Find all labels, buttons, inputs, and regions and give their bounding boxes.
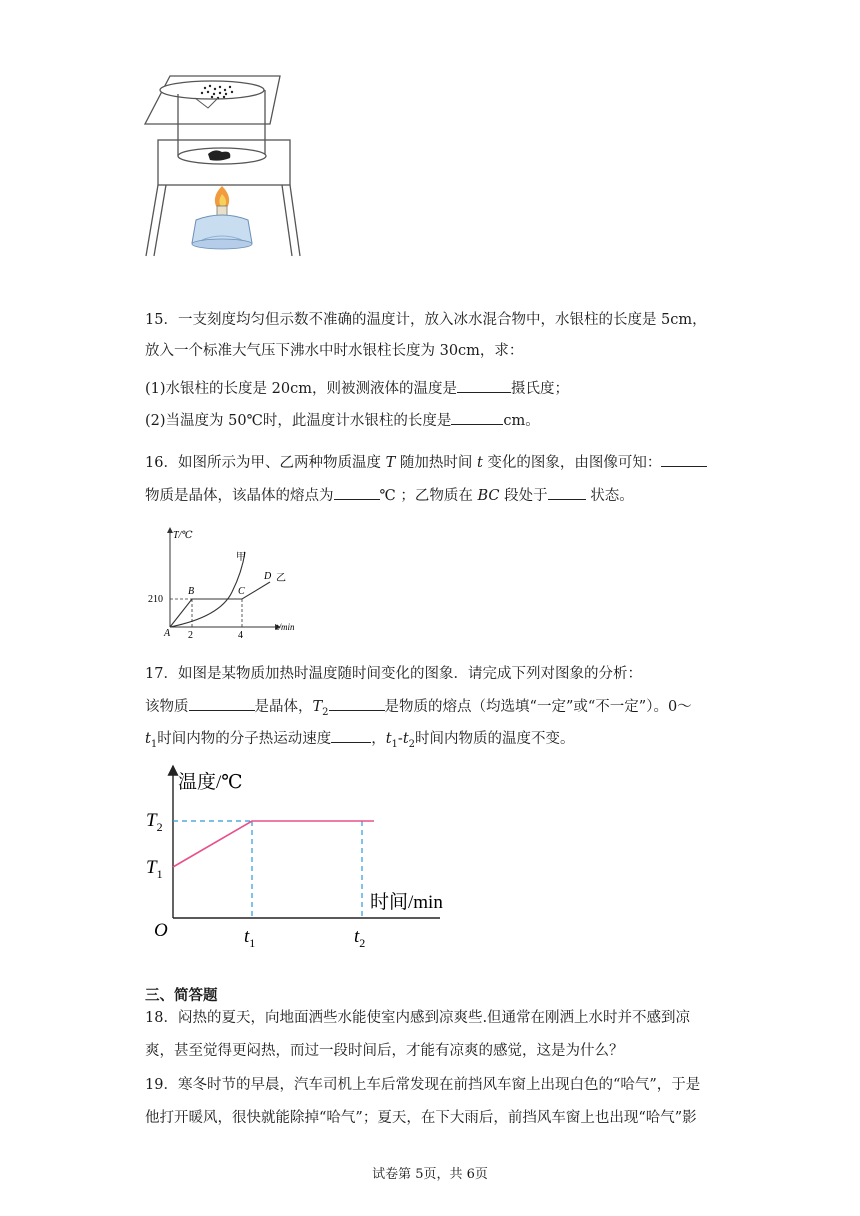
- q19-line-1: 19．寒冬时节的早晨，汽车司机上车后常发现在前挡风车窗上出现白色的“哈气”，于是: [145, 1077, 701, 1093]
- answer-blank[interactable]: [457, 378, 511, 393]
- subscript: 1: [391, 738, 398, 750]
- q15-sub2: [145, 410, 540, 431]
- q18-line-1: 18．闷热的夏天，向地面洒些水能使室内感到凉爽些.但通常在刚洒上水时并不感到凉: [145, 1010, 691, 1026]
- q17-x-tick-t2: $t_2$: [354, 926, 366, 950]
- var-t: t: [145, 731, 151, 747]
- q16-text: ℃ ；乙物质在: [379, 488, 478, 504]
- q17-chart: [140, 760, 470, 950]
- q17-line-2: [145, 696, 692, 723]
- answer-blank[interactable]: [189, 696, 255, 711]
- answer-blank[interactable]: [661, 452, 707, 467]
- q17-text: 时间内物的分子热运动速度: [157, 731, 332, 747]
- answer-blank[interactable]: [548, 485, 586, 500]
- q16-point-C: C: [238, 586, 245, 597]
- q16-text: 状态。: [585, 488, 634, 504]
- var-T: T: [385, 455, 396, 471]
- q16-x-tick-4: 4: [238, 630, 243, 640]
- q16-chart: [140, 522, 320, 640]
- q16-label-yi: 乙: [276, 573, 286, 584]
- q17-x-tick-t1: $t_1$: [244, 926, 256, 950]
- q17-text: 是物质的熔点（均选填“一定”或“不一定”）。0～: [384, 699, 692, 715]
- q16-y-label: T/℃: [173, 530, 193, 541]
- q16-point-D: D: [264, 571, 272, 582]
- q15-sub2-suffix: cm。: [503, 413, 540, 429]
- q17-text: ，: [371, 731, 386, 747]
- q15-sub2-prefix: (2)当温度为 50℃时，此温度计水银柱的长度是: [145, 413, 452, 429]
- q17-text: 时间内物质的温度不变。: [415, 731, 575, 747]
- subscript: 2: [408, 738, 416, 750]
- q15-line-2: 放入一个标准大气压下沸水中时水银柱长度为 30cm，求：: [145, 343, 524, 359]
- q17-x-label: 时间/min: [370, 892, 443, 913]
- q16-line-1: [145, 452, 707, 473]
- page-footer: 试卷第 5页，共 6页: [372, 1167, 488, 1182]
- q15-sub1-prefix: (1)水银柱的长度是 20cm，则被测液体的温度是: [145, 381, 457, 397]
- apparatus-figure: [140, 68, 310, 263]
- var-t: t: [402, 731, 409, 747]
- q17-text: 该物质: [145, 699, 189, 715]
- q16-series-jia: [170, 552, 245, 627]
- q17-y-tick-T2: $T_2$: [146, 810, 163, 834]
- q18-line-2: 爽，甚至觉得更闷热，而过一段时间后，才能有凉爽的感觉，这是为什么？: [145, 1043, 624, 1059]
- q17-temperature-line: [173, 821, 374, 867]
- q15-sub1-suffix: 摄氏度；: [510, 381, 569, 397]
- answer-blank[interactable]: [331, 728, 371, 743]
- var-BC: BC: [477, 488, 500, 504]
- q19-line-2: 他打开暖风，很快就能除掉“哈气”；夏天，在下大雨后，前挡风车窗上也出现“哈气”影: [145, 1110, 697, 1126]
- var-t: t: [385, 731, 392, 747]
- var-t: t: [476, 455, 483, 471]
- answer-blank[interactable]: [451, 410, 503, 425]
- q17-line-3: [145, 728, 575, 755]
- q17-text: 是晶体，: [254, 699, 313, 715]
- q16-point-A: A: [164, 628, 171, 639]
- answer-blank[interactable]: [329, 696, 385, 711]
- q17-origin: O: [154, 920, 168, 941]
- q17-line-1: 17．如图是某物质加热时温度随时间变化的图象．请完成下列对图象的分析：: [145, 666, 642, 682]
- answer-blank[interactable]: [334, 485, 380, 500]
- q17-y-tick-T1: $T_1$: [146, 857, 163, 881]
- subscript: 1: [150, 738, 158, 750]
- subscript: 2: [322, 706, 329, 718]
- q16-point-B: B: [188, 586, 195, 597]
- q15-line-1: 15．一支刻度均匀但示数不准确的温度计，放入冰水混合物中，水银柱的长度是 5cm，: [145, 312, 707, 328]
- q16-x-label: t/min: [276, 622, 295, 632]
- q16-text: 变化的图象，由图像可知：: [482, 455, 662, 471]
- q16-label-jia: 甲: [236, 552, 246, 563]
- q17-y-label: 温度/℃: [178, 772, 243, 793]
- q16-text: 段处于: [499, 488, 548, 504]
- q16-x-tick-2: 2: [188, 630, 193, 640]
- q17-text: -: [397, 731, 403, 747]
- q16-text: 物质是晶体，该晶体的熔点为: [145, 488, 334, 504]
- q16-series-yi: [170, 582, 270, 627]
- q16-line-2: [145, 485, 634, 506]
- section-title: 三、简答题: [145, 988, 218, 1004]
- var-T: T: [312, 699, 323, 715]
- q16-text: 随加热时间: [395, 455, 477, 471]
- q16-text: 16．如图所示为甲、乙两种物质温度: [145, 455, 386, 471]
- q15-sub1: [145, 378, 569, 399]
- q16-y-tick-210: 210: [148, 594, 163, 605]
